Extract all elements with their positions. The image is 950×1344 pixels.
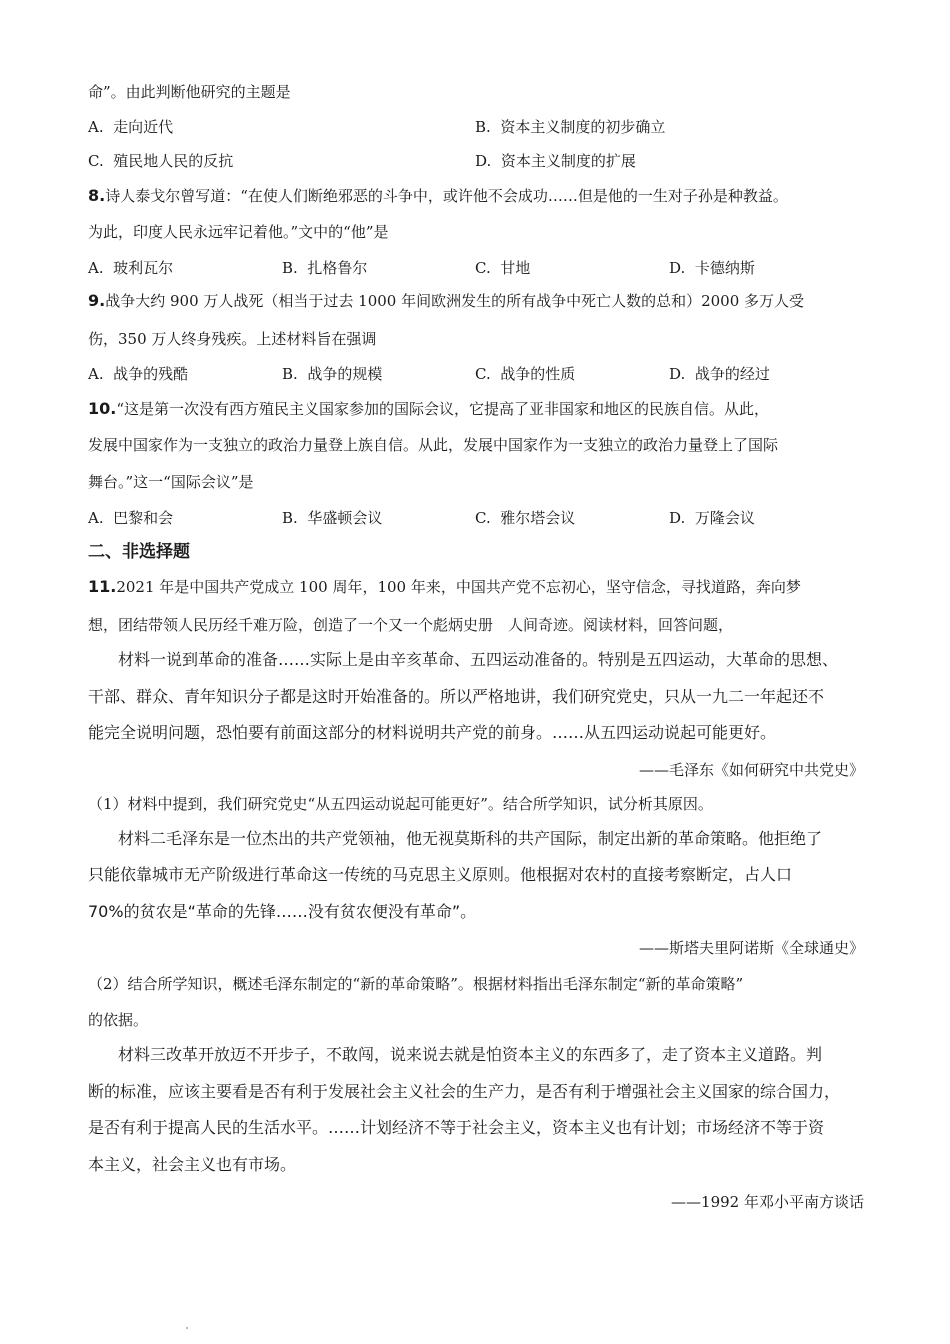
material-2-line: 只能依靠城市无产阶级进行革命这一传统的马克思主义原则。他根据对农村的直接考察断定，占人口 xyxy=(88,865,793,884)
q10-option-c xyxy=(475,508,575,528)
q10-stem-line-2: 发展中国家作为一支独立的政治力量登上族自信。从此，发展中国家作为一支独立的政治力量登上了国际 xyxy=(88,436,779,454)
sub-question-1: （1）材料中提到，我们研究党史“从五四运动说起可能更好”。结合所学知识，试分析其原因。 xyxy=(88,795,713,813)
material-3-line: 断的标准，应该主要看是否有利于发展社会主义社会的生产力，是否有利于增强社会主义国家的综合国力， xyxy=(88,1082,841,1101)
option-text: 巴黎和会 xyxy=(113,509,174,527)
option-text: 战争的经过 xyxy=(694,365,770,383)
q9-option-b xyxy=(282,364,382,384)
question-number: 9. xyxy=(88,291,106,310)
option-text: 资本主义制度的初步确立 xyxy=(500,118,666,136)
q11-stem-line-2: 想，团结带领人民历经千难万险，创造了一个又一个彪炳史册 人间奇迹。阅读材料，回答问题， xyxy=(88,616,734,634)
option-letter: D. xyxy=(669,259,686,277)
q8-option-d xyxy=(669,258,755,278)
option-text: 资本主义制度的扩展 xyxy=(500,152,636,170)
option-letter: A. xyxy=(88,118,104,136)
q7-option-a xyxy=(88,117,173,137)
q11-text-1: 2021 年是中国共产党成立 100 周年，100 年来，中国共产党不忘初心，坚守信念，寻找道路，奔向梦 xyxy=(116,578,801,596)
option-letter: C. xyxy=(475,365,491,383)
option-letter: B. xyxy=(475,118,491,136)
q8-option-a xyxy=(88,258,173,278)
q11-stem-line-1 xyxy=(88,577,801,597)
q10-option-b xyxy=(282,508,382,528)
option-letter: D. xyxy=(669,365,686,383)
material-1-line: 材料一说到革命的准备……实际上是由辛亥革命、五四运动准备的。特别是五四运动，大革命的思想、 xyxy=(118,650,839,669)
option-letter: C. xyxy=(88,152,104,170)
option-text: 玻利瓦尔 xyxy=(113,259,174,277)
option-text: 殖民地人民的反抗 xyxy=(113,152,234,170)
material-1-line: 能完全说明问题，恐怕要有前面这部分的材料说明共产党的前身。……从五四运动说起可能更好。 xyxy=(88,723,777,742)
material-1-line: 干部、群众、青年知识分子都是这时开始准备的。所以严格地讲，我们研究党史，只从一九二一年起还不 xyxy=(88,687,825,706)
q8-stem-line-2: 为此，印度人民永远牢记着他。”文中的“他”是 xyxy=(88,223,389,241)
option-text: 走向近代 xyxy=(113,118,174,136)
material-3-line: 材料三改革开放迈不开步子，不敢闯，说来说去就是怕资本主义的东西多了，走了资本主义道路。判 xyxy=(118,1045,823,1064)
q10-option-a xyxy=(88,508,173,528)
material-3-line: 本主义，社会主义也有市场。 xyxy=(88,1155,297,1174)
option-text: 战争的规模 xyxy=(307,365,383,383)
q10-text-1: “这是第一次没有西方殖民主义国家参加的国际会议，它提高了亚非国家和地区的民族自信。从此， xyxy=(116,400,770,418)
section-heading: 二、非选择题 xyxy=(88,542,190,562)
option-text: 万隆会议 xyxy=(694,509,755,527)
q10-stem-line-1 xyxy=(88,399,769,419)
option-letter: B. xyxy=(282,365,298,383)
option-letter: C. xyxy=(475,259,491,277)
option-text: 卡德纳斯 xyxy=(694,259,755,277)
material-2-source: ——斯塔夫里阿诺斯《全球通史》 xyxy=(638,939,864,957)
q8-text-1: 诗人泰戈尔曾写道：“在使人们断绝邪恶的斗争中，或许他不会成功……但是他的一生对子孙是种教益。 xyxy=(105,187,788,205)
option-text: 雅尔塔会议 xyxy=(500,509,576,527)
option-letter: B. xyxy=(282,259,298,277)
question-number: 11. xyxy=(88,577,117,596)
q9-option-a xyxy=(88,364,188,384)
q10-option-d xyxy=(669,508,755,528)
option-letter: A. xyxy=(88,509,104,527)
material-2-line: 材料二毛泽东是一位杰出的共产党领袖，他无视莫斯科的共产国际，制定出新的革命策略。他拒绝了 xyxy=(118,829,823,848)
q9-option-d xyxy=(669,364,770,384)
q8-option-b xyxy=(282,258,367,278)
material-2-line: 70%的贫农是“革命的先锋……没有贫农便没有革命”。 xyxy=(88,902,477,921)
q8-option-c xyxy=(475,258,530,278)
material-3-line: 是否有利于提高人民的生活水平。……计划经济不等于社会主义，资本主义也有计划；市场经济不等于资 xyxy=(88,1118,825,1137)
option-letter: D. xyxy=(669,509,686,527)
q7-option-d xyxy=(475,151,636,171)
option-text: 甘地 xyxy=(500,259,531,277)
option-letter: B. xyxy=(282,509,298,527)
sub-question-2-line-2: 的依据。 xyxy=(88,1011,149,1029)
q9-option-c xyxy=(475,364,575,384)
q10-stem-line-3: 舞台。”这一“国际会议”是 xyxy=(88,473,254,491)
page-mark xyxy=(186,1327,188,1329)
option-letter: A. xyxy=(88,365,104,383)
option-text: 战争的性质 xyxy=(500,365,576,383)
q8-stem-line-1 xyxy=(88,186,788,206)
material-1-source: ——毛泽东《如何研究中共党史》 xyxy=(638,761,864,779)
sub-question-2-line-1: （2）结合所学知识，概述毛泽东制定的“新的革命策略”。根据材料指出毛泽东制定“新的革命策略” xyxy=(88,975,744,993)
q7-stem-tail: 命”。由此判断他研究的主题是 xyxy=(88,83,291,101)
option-text: 战争的残酷 xyxy=(113,365,189,383)
q9-stem-line-2: 伤，350 万人终身残疾。上述材料旨在强调 xyxy=(88,330,377,348)
option-text: 扎格鲁尔 xyxy=(307,259,368,277)
q7-option-c xyxy=(88,151,233,171)
option-letter: C. xyxy=(475,509,491,527)
option-letter: A. xyxy=(88,259,104,277)
q9-stem-line-1 xyxy=(88,291,804,311)
option-letter: D. xyxy=(475,152,492,170)
option-text: 华盛顿会议 xyxy=(307,509,383,527)
q9-text-1: 战争大约 900 万人战死（相当于过去 1000 年间欧洲发生的所有战争中死亡人数的总和）2000 多万人受 xyxy=(105,292,805,310)
q7-option-b xyxy=(475,117,665,137)
question-number: 10. xyxy=(88,399,117,418)
material-3-source: ——1992 年邓小平南方谈话 xyxy=(671,1193,864,1211)
question-number: 8. xyxy=(88,186,106,205)
